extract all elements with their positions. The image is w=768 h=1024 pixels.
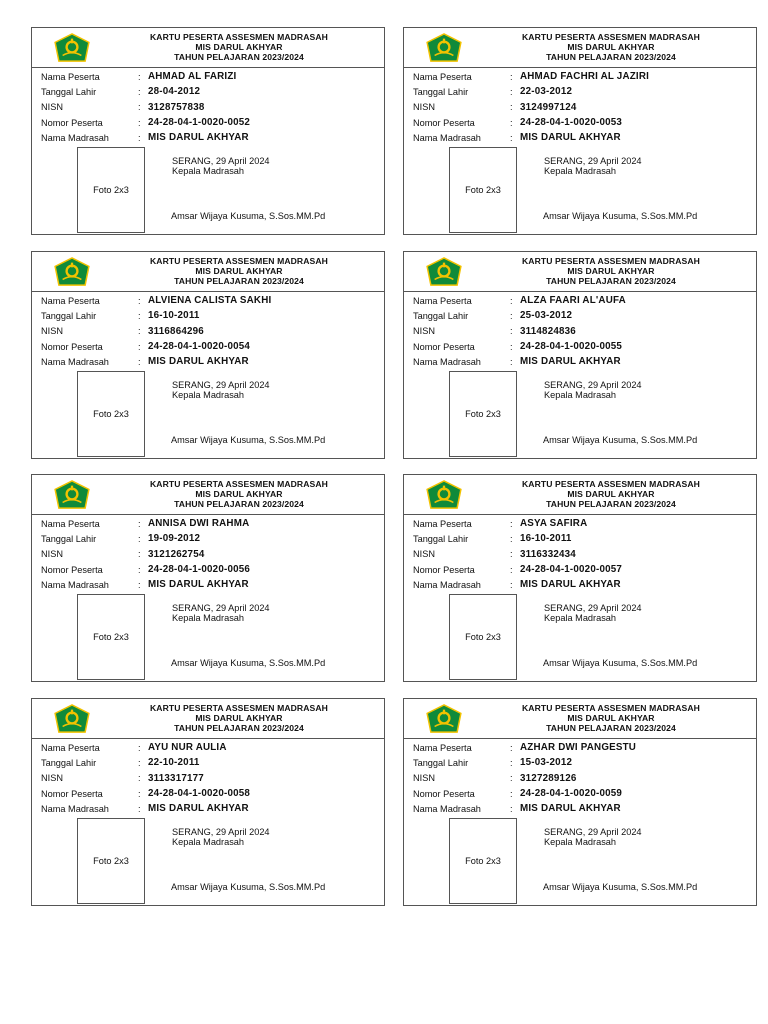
value-name: AHMAD FACHRI AL JAZIRI bbox=[520, 71, 650, 83]
card-header bbox=[404, 28, 756, 68]
colon: : bbox=[510, 742, 513, 753]
value-school: MIS DARUL AKHYAR bbox=[148, 803, 249, 815]
label-school: Nama Madrasah bbox=[413, 803, 481, 814]
label-number: Nomor Peserta bbox=[413, 341, 475, 352]
value-dob: 15-03-2012 bbox=[520, 757, 573, 769]
label-nisn: NISN bbox=[41, 773, 63, 784]
value-number: 24-28-04-1-0020-0056 bbox=[148, 564, 251, 576]
signatory-role: Kepala Madrasah bbox=[544, 390, 617, 400]
colon: : bbox=[138, 518, 141, 529]
colon: : bbox=[138, 86, 141, 97]
signatory-name: Amsar Wijaya Kusuma, S.Sos.MM.Pd bbox=[171, 658, 326, 668]
participant-details bbox=[41, 740, 378, 816]
place-date: SERANG, 29 April 2024 bbox=[544, 380, 642, 390]
label-number: Nomor Peserta bbox=[413, 788, 475, 799]
label-number: Nomor Peserta bbox=[41, 564, 103, 575]
card-title-line3: TAHUN PELAJARAN 2023/2024 bbox=[174, 276, 304, 286]
value-dob: 25-03-2012 bbox=[520, 310, 573, 322]
row-number bbox=[41, 786, 378, 801]
signatory-role: Kepala Madrasah bbox=[172, 166, 245, 176]
kemenag-logo-icon bbox=[53, 704, 91, 734]
signatory-name: Amsar Wijaya Kusuma, S.Sos.MM.Pd bbox=[543, 211, 698, 221]
card-title-line2: MIS DARUL AKHYAR bbox=[567, 266, 655, 276]
label-name: Nama Peserta bbox=[41, 742, 100, 753]
row-school bbox=[413, 801, 750, 816]
value-name: AZHAR DWI PANGESTU bbox=[520, 742, 637, 754]
value-school: MIS DARUL AKHYAR bbox=[148, 579, 249, 591]
card-title bbox=[474, 703, 748, 733]
label-nisn: NISN bbox=[41, 326, 63, 337]
kemenag-logo-icon bbox=[425, 33, 463, 63]
colon: : bbox=[510, 86, 513, 97]
colon: : bbox=[138, 773, 141, 784]
photo-placeholder bbox=[449, 818, 517, 904]
place-date: SERANG, 29 April 2024 bbox=[544, 827, 642, 837]
value-number: 24-28-04-1-0020-0054 bbox=[148, 341, 251, 353]
participant-card bbox=[31, 27, 385, 235]
card-title-line2: MIS DARUL AKHYAR bbox=[195, 266, 283, 276]
colon: : bbox=[510, 533, 513, 544]
card-title-line1: KARTU PESERTA ASSESMEN MADRASAH bbox=[521, 256, 700, 266]
card-title bbox=[102, 703, 376, 733]
row-nisn bbox=[41, 547, 378, 562]
label-nisn: NISN bbox=[413, 549, 435, 560]
card-title-line1: KARTU PESERTA ASSESMEN MADRASAH bbox=[149, 703, 328, 713]
row-name bbox=[41, 69, 378, 84]
label-school: Nama Madrasah bbox=[41, 579, 109, 590]
colon: : bbox=[138, 356, 141, 367]
row-number bbox=[413, 339, 750, 354]
row-school bbox=[413, 130, 750, 145]
row-number bbox=[41, 562, 378, 577]
colon: : bbox=[510, 564, 513, 575]
row-number bbox=[413, 115, 750, 130]
card-title-line3: TAHUN PELAJARAN 2023/2024 bbox=[546, 52, 676, 62]
participant-card bbox=[31, 698, 385, 906]
photo-placeholder bbox=[77, 147, 145, 233]
photo-label: Foto 2x3 bbox=[465, 185, 501, 195]
label-name: Nama Peserta bbox=[413, 295, 472, 306]
colon: : bbox=[138, 533, 141, 544]
kemenag-logo-icon bbox=[425, 257, 463, 287]
photo-label: Foto 2x3 bbox=[465, 632, 501, 642]
label-dob: Tanggal Lahir bbox=[413, 533, 469, 544]
card-title bbox=[102, 256, 376, 286]
kemenag-logo-icon bbox=[425, 704, 463, 734]
label-nisn: NISN bbox=[41, 102, 63, 113]
label-name: Nama Peserta bbox=[413, 742, 472, 753]
card-title-line1: KARTU PESERTA ASSESMEN MADRASAH bbox=[521, 479, 700, 489]
row-dob bbox=[41, 755, 378, 770]
row-nisn bbox=[41, 771, 378, 786]
label-nisn: NISN bbox=[413, 102, 435, 113]
colon: : bbox=[138, 564, 141, 575]
label-name: Nama Peserta bbox=[41, 71, 100, 82]
participant-card bbox=[403, 474, 757, 682]
card-title-line2: MIS DARUL AKHYAR bbox=[195, 489, 283, 499]
row-number bbox=[413, 562, 750, 577]
photo-label: Foto 2x3 bbox=[93, 632, 129, 642]
signatory-name: Amsar Wijaya Kusuma, S.Sos.MM.Pd bbox=[543, 435, 698, 445]
label-dob: Tanggal Lahir bbox=[41, 757, 97, 768]
participant-details bbox=[41, 69, 378, 145]
value-number: 24-28-04-1-0020-0053 bbox=[520, 117, 623, 129]
row-name bbox=[41, 293, 378, 308]
label-dob: Tanggal Lahir bbox=[41, 533, 97, 544]
colon: : bbox=[510, 71, 513, 82]
colon: : bbox=[510, 102, 513, 113]
row-school bbox=[41, 801, 378, 816]
label-name: Nama Peserta bbox=[413, 71, 472, 82]
row-school bbox=[41, 354, 378, 369]
row-name bbox=[413, 516, 750, 531]
label-name: Nama Peserta bbox=[41, 518, 100, 529]
kemenag-logo-icon bbox=[425, 480, 463, 510]
participant-details bbox=[41, 293, 378, 369]
card-title-line3: TAHUN PELAJARAN 2023/2024 bbox=[174, 723, 304, 733]
card-title-line1: KARTU PESERTA ASSESMEN MADRASAH bbox=[521, 703, 700, 713]
row-name bbox=[413, 69, 750, 84]
photo-placeholder bbox=[77, 594, 145, 680]
card-title-line3: TAHUN PELAJARAN 2023/2024 bbox=[174, 499, 304, 509]
participant-details bbox=[413, 293, 750, 369]
colon: : bbox=[138, 742, 141, 753]
row-dob bbox=[41, 84, 378, 99]
signatory-name: Amsar Wijaya Kusuma, S.Sos.MM.Pd bbox=[171, 435, 326, 445]
colon: : bbox=[510, 549, 513, 560]
card-header bbox=[404, 252, 756, 292]
participant-details bbox=[413, 516, 750, 592]
colon: : bbox=[510, 326, 513, 337]
label-number: Nomor Peserta bbox=[413, 117, 475, 128]
photo-placeholder bbox=[449, 594, 517, 680]
row-dob bbox=[413, 84, 750, 99]
label-nisn: NISN bbox=[413, 773, 435, 784]
signatory-role: Kepala Madrasah bbox=[544, 613, 617, 623]
value-dob: 16-10-2011 bbox=[148, 310, 200, 322]
colon: : bbox=[138, 341, 141, 352]
colon: : bbox=[138, 295, 141, 306]
card-title bbox=[474, 32, 748, 62]
value-nisn: 3114824836 bbox=[520, 325, 576, 337]
value-school: MIS DARUL AKHYAR bbox=[520, 803, 621, 815]
row-school bbox=[413, 354, 750, 369]
colon: : bbox=[138, 102, 141, 113]
label-name: Nama Peserta bbox=[413, 518, 472, 529]
row-dob bbox=[41, 531, 378, 546]
card-header bbox=[32, 252, 384, 292]
card-title-line2: MIS DARUL AKHYAR bbox=[567, 489, 655, 499]
card-title-line3: TAHUN PELAJARAN 2023/2024 bbox=[174, 52, 304, 62]
label-dob: Tanggal Lahir bbox=[413, 86, 469, 97]
colon: : bbox=[510, 310, 513, 321]
colon: : bbox=[138, 71, 141, 82]
place-date: SERANG, 29 April 2024 bbox=[544, 156, 642, 166]
label-number: Nomor Peserta bbox=[413, 564, 475, 575]
row-name bbox=[41, 516, 378, 531]
label-dob: Tanggal Lahir bbox=[41, 86, 97, 97]
card-title bbox=[102, 32, 376, 62]
value-name: AYU NUR AULIA bbox=[148, 742, 227, 754]
value-dob: 16-10-2011 bbox=[520, 533, 572, 545]
signatory-name: Amsar Wijaya Kusuma, S.Sos.MM.Pd bbox=[543, 658, 698, 668]
kemenag-logo-icon bbox=[53, 257, 91, 287]
row-school bbox=[41, 130, 378, 145]
participant-card bbox=[403, 251, 757, 459]
label-school: Nama Madrasah bbox=[41, 132, 109, 143]
colon: : bbox=[510, 518, 513, 529]
value-name: ANNISA DWI RAHMA bbox=[148, 518, 250, 530]
colon: : bbox=[510, 132, 513, 143]
colon: : bbox=[138, 757, 141, 768]
photo-label: Foto 2x3 bbox=[93, 856, 129, 866]
colon: : bbox=[510, 773, 513, 784]
signatory-role: Kepala Madrasah bbox=[544, 166, 617, 176]
card-title-line2: MIS DARUL AKHYAR bbox=[195, 42, 283, 52]
colon: : bbox=[510, 757, 513, 768]
photo-placeholder bbox=[77, 818, 145, 904]
card-title-line3: TAHUN PELAJARAN 2023/2024 bbox=[546, 276, 676, 286]
participant-card bbox=[31, 474, 385, 682]
colon: : bbox=[510, 788, 513, 799]
value-dob: 22-03-2012 bbox=[520, 86, 573, 98]
row-number bbox=[413, 786, 750, 801]
row-number bbox=[41, 115, 378, 130]
row-name bbox=[413, 293, 750, 308]
card-header bbox=[32, 475, 384, 515]
label-dob: Tanggal Lahir bbox=[413, 310, 469, 321]
label-school: Nama Madrasah bbox=[413, 579, 481, 590]
colon: : bbox=[138, 579, 141, 590]
participant-card bbox=[31, 251, 385, 459]
label-dob: Tanggal Lahir bbox=[41, 310, 97, 321]
value-school: MIS DARUL AKHYAR bbox=[148, 132, 249, 144]
card-title-line2: MIS DARUL AKHYAR bbox=[567, 713, 655, 723]
value-school: MIS DARUL AKHYAR bbox=[520, 132, 621, 144]
label-number: Nomor Peserta bbox=[41, 788, 103, 799]
value-number: 24-28-04-1-0020-0058 bbox=[148, 788, 251, 800]
label-nisn: NISN bbox=[413, 326, 435, 337]
place-date: SERANG, 29 April 2024 bbox=[172, 827, 270, 837]
value-nisn: 3124997124 bbox=[520, 101, 577, 113]
signatory-name: Amsar Wijaya Kusuma, S.Sos.MM.Pd bbox=[171, 882, 326, 892]
row-dob bbox=[413, 755, 750, 770]
row-school bbox=[413, 577, 750, 592]
signatory-role: Kepala Madrasah bbox=[544, 837, 617, 847]
colon: : bbox=[510, 579, 513, 590]
signatory-role: Kepala Madrasah bbox=[172, 613, 245, 623]
place-date: SERANG, 29 April 2024 bbox=[544, 603, 642, 613]
card-title-line1: KARTU PESERTA ASSESMEN MADRASAH bbox=[149, 479, 328, 489]
colon: : bbox=[510, 356, 513, 367]
photo-label: Foto 2x3 bbox=[465, 856, 501, 866]
colon: : bbox=[510, 341, 513, 352]
value-name: ALZA FAARI AL'AUFA bbox=[520, 295, 626, 307]
card-title-line1: KARTU PESERTA ASSESMEN MADRASAH bbox=[149, 32, 328, 42]
value-dob: 28-04-2012 bbox=[148, 86, 201, 98]
value-school: MIS DARUL AKHYAR bbox=[148, 356, 249, 368]
row-dob bbox=[413, 308, 750, 323]
card-header bbox=[404, 699, 756, 739]
card-title-line2: MIS DARUL AKHYAR bbox=[567, 42, 655, 52]
row-number bbox=[41, 339, 378, 354]
row-name bbox=[413, 740, 750, 755]
participant-details bbox=[413, 69, 750, 145]
value-school: MIS DARUL AKHYAR bbox=[520, 356, 621, 368]
colon: : bbox=[510, 803, 513, 814]
value-dob: 22-10-2011 bbox=[148, 757, 200, 769]
colon: : bbox=[138, 326, 141, 337]
card-title-line2: MIS DARUL AKHYAR bbox=[195, 713, 283, 723]
row-school bbox=[41, 577, 378, 592]
card-header bbox=[32, 28, 384, 68]
value-nisn: 3127289126 bbox=[520, 772, 577, 784]
photo-label: Foto 2x3 bbox=[93, 185, 129, 195]
place-date: SERANG, 29 April 2024 bbox=[172, 380, 270, 390]
card-title bbox=[474, 479, 748, 509]
colon: : bbox=[510, 295, 513, 306]
value-nisn: 3121262754 bbox=[148, 548, 205, 560]
label-dob: Tanggal Lahir bbox=[413, 757, 469, 768]
row-nisn bbox=[413, 100, 750, 115]
card-title bbox=[474, 256, 748, 286]
colon: : bbox=[138, 788, 141, 799]
signatory-role: Kepala Madrasah bbox=[172, 837, 245, 847]
value-dob: 19-09-2012 bbox=[148, 533, 201, 545]
row-nisn bbox=[41, 100, 378, 115]
card-title-line3: TAHUN PELAJARAN 2023/2024 bbox=[546, 499, 676, 509]
place-date: SERANG, 29 April 2024 bbox=[172, 603, 270, 613]
card-header bbox=[32, 699, 384, 739]
row-dob bbox=[41, 308, 378, 323]
participant-card bbox=[403, 27, 757, 235]
photo-placeholder bbox=[77, 371, 145, 457]
signatory-name: Amsar Wijaya Kusuma, S.Sos.MM.Pd bbox=[171, 211, 326, 221]
colon: : bbox=[138, 310, 141, 321]
kemenag-logo-icon bbox=[53, 33, 91, 63]
place-date: SERANG, 29 April 2024 bbox=[172, 156, 270, 166]
row-nisn bbox=[41, 324, 378, 339]
row-nisn bbox=[413, 324, 750, 339]
value-number: 24-28-04-1-0020-0052 bbox=[148, 117, 251, 129]
card-title-line1: KARTU PESERTA ASSESMEN MADRASAH bbox=[521, 32, 700, 42]
signatory-name: Amsar Wijaya Kusuma, S.Sos.MM.Pd bbox=[543, 882, 698, 892]
colon: : bbox=[138, 549, 141, 560]
colon: : bbox=[138, 132, 141, 143]
participant-details bbox=[413, 740, 750, 816]
photo-placeholder bbox=[449, 147, 517, 233]
row-dob bbox=[413, 531, 750, 546]
colon: : bbox=[138, 803, 141, 814]
card-title-line3: TAHUN PELAJARAN 2023/2024 bbox=[546, 723, 676, 733]
value-nisn: 3116332434 bbox=[520, 548, 576, 560]
value-number: 24-28-04-1-0020-0057 bbox=[520, 564, 623, 576]
label-school: Nama Madrasah bbox=[41, 803, 109, 814]
card-header bbox=[404, 475, 756, 515]
value-nisn: 3128757838 bbox=[148, 101, 205, 113]
photo-label: Foto 2x3 bbox=[465, 409, 501, 419]
value-name: ALVIENA CALISTA SAKHI bbox=[148, 295, 272, 307]
card-title-line1: KARTU PESERTA ASSESMEN MADRASAH bbox=[149, 256, 328, 266]
value-name: ASYA SAFIRA bbox=[520, 518, 588, 530]
label-number: Nomor Peserta bbox=[41, 341, 103, 352]
row-nisn bbox=[413, 547, 750, 562]
photo-label: Foto 2x3 bbox=[93, 409, 129, 419]
colon: : bbox=[510, 117, 513, 128]
value-nisn: 3113317177 bbox=[148, 772, 204, 784]
signatory-role: Kepala Madrasah bbox=[172, 390, 245, 400]
value-school: MIS DARUL AKHYAR bbox=[520, 579, 621, 591]
card-title bbox=[102, 479, 376, 509]
label-school: Nama Madrasah bbox=[413, 132, 481, 143]
photo-placeholder bbox=[449, 371, 517, 457]
colon: : bbox=[138, 117, 141, 128]
label-name: Nama Peserta bbox=[41, 295, 100, 306]
participant-card bbox=[403, 698, 757, 906]
label-number: Nomor Peserta bbox=[41, 117, 103, 128]
participant-details bbox=[41, 516, 378, 592]
label-nisn: NISN bbox=[41, 549, 63, 560]
value-number: 24-28-04-1-0020-0055 bbox=[520, 341, 623, 353]
value-nisn: 3116864296 bbox=[148, 325, 204, 337]
row-nisn bbox=[413, 771, 750, 786]
value-number: 24-28-04-1-0020-0059 bbox=[520, 788, 623, 800]
row-name bbox=[41, 740, 378, 755]
label-school: Nama Madrasah bbox=[41, 356, 109, 367]
kemenag-logo-icon bbox=[53, 480, 91, 510]
label-school: Nama Madrasah bbox=[413, 356, 481, 367]
value-name: AHMAD AL FARIZI bbox=[148, 71, 237, 83]
